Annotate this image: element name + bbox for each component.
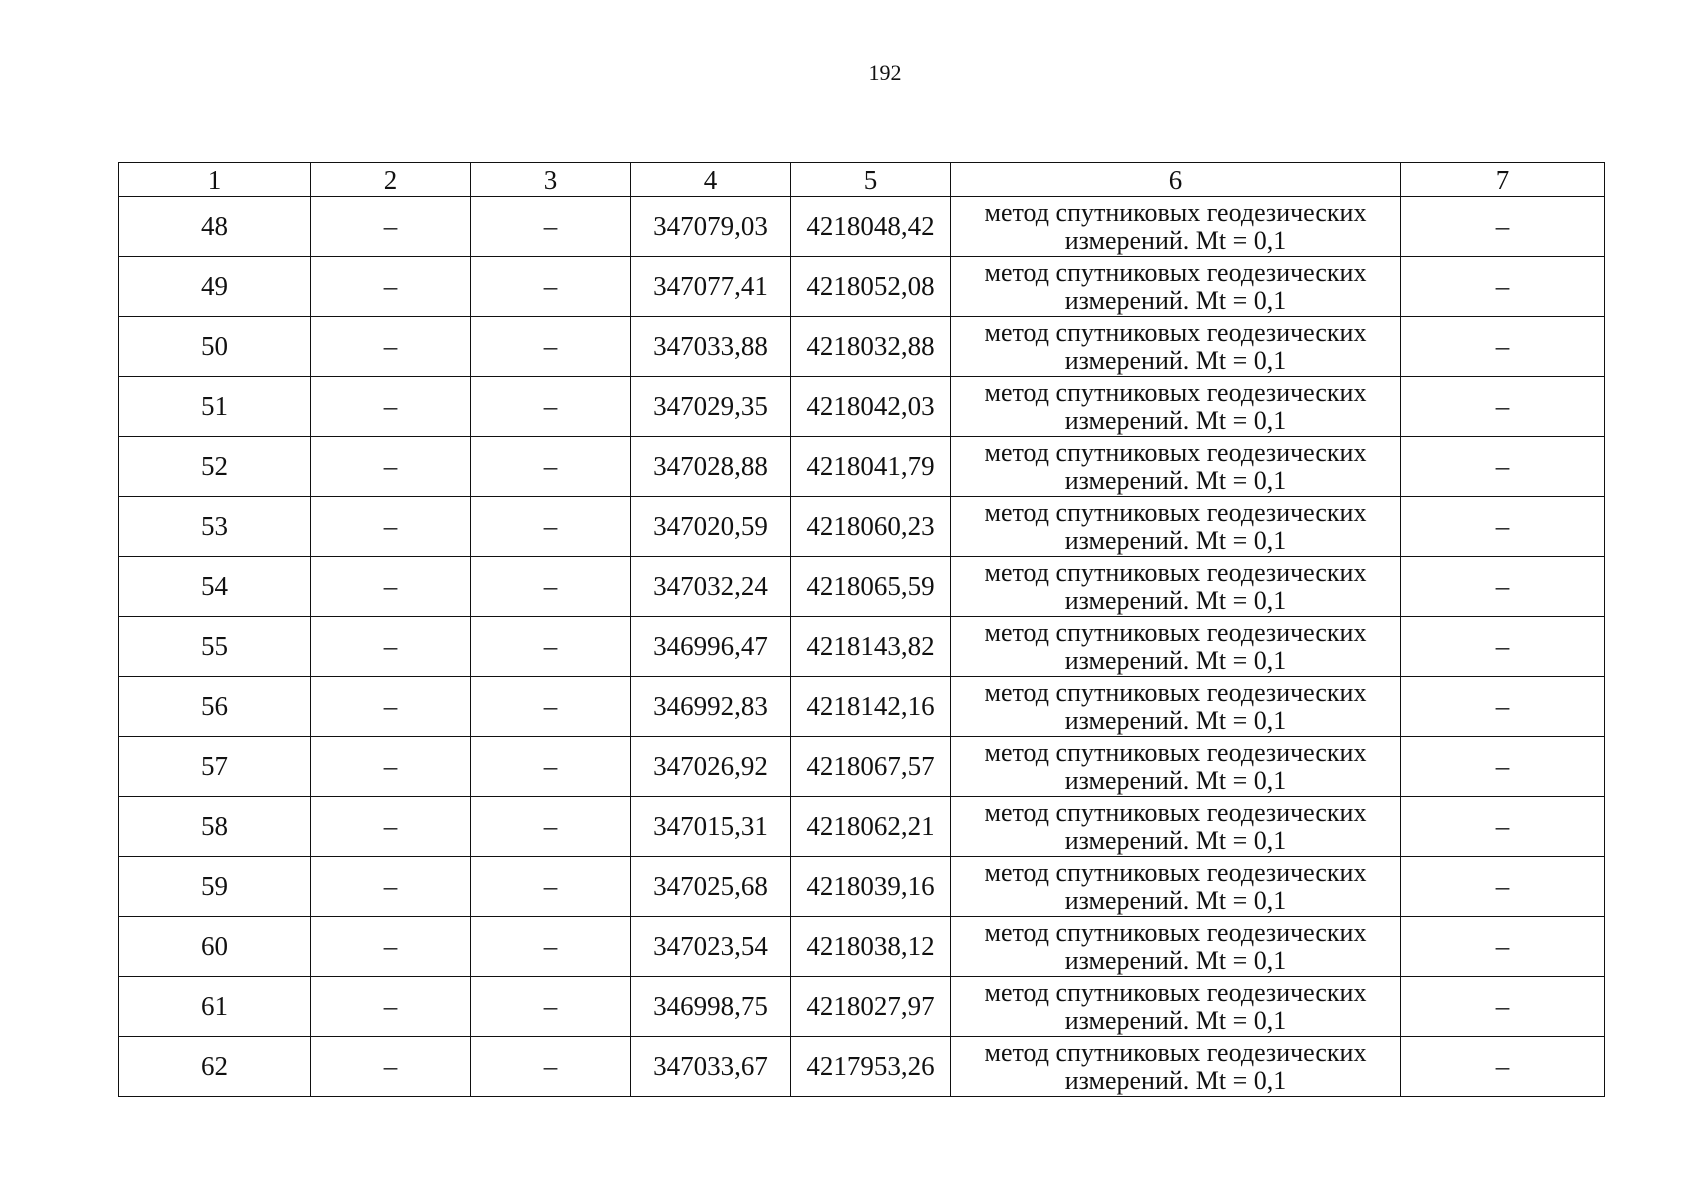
header-col-7: 7 (1401, 163, 1605, 197)
col-7-cell: – (1401, 617, 1605, 677)
table-row (119, 737, 1605, 797)
method-line-2: измерений. Mt = 0,1 (1064, 825, 1287, 855)
table-row (119, 917, 1605, 977)
col-2-cell: – (311, 617, 471, 677)
method-line-2: измерений. Mt = 0,1 (1064, 1065, 1287, 1095)
method-cell (951, 857, 1401, 917)
col-2-cell: – (311, 377, 471, 437)
method-line-1: метод спутниковых геодезических (984, 1037, 1367, 1067)
y-coordinate-cell: 4218065,59 (791, 557, 951, 617)
x-coordinate-cell: 346998,75 (631, 977, 791, 1037)
point-number-cell: 61 (119, 977, 311, 1037)
method-line-2: измерений. Mt = 0,1 (1064, 765, 1287, 795)
col-2-cell: – (311, 557, 471, 617)
x-coordinate-cell: 347029,35 (631, 377, 791, 437)
table-row (119, 797, 1605, 857)
x-coordinate-cell: 347028,88 (631, 437, 791, 497)
point-number-cell: 59 (119, 857, 311, 917)
header-row (119, 163, 1605, 197)
header-col-2: 2 (311, 163, 471, 197)
col-3-cell: – (471, 977, 631, 1037)
col-2-cell: – (311, 857, 471, 917)
y-coordinate-cell: 4218027,97 (791, 977, 951, 1037)
col-3-cell: – (471, 1037, 631, 1097)
y-coordinate-cell: 4218032,88 (791, 317, 951, 377)
col-7-cell: – (1401, 797, 1605, 857)
method-cell (951, 797, 1401, 857)
table-row (119, 377, 1605, 437)
col-7-cell: – (1401, 197, 1605, 257)
col-3-cell: – (471, 497, 631, 557)
x-coordinate-cell: 347079,03 (631, 197, 791, 257)
col-3-cell: – (471, 677, 631, 737)
table-row (119, 677, 1605, 737)
table-row (119, 497, 1605, 557)
col-3-cell: – (471, 917, 631, 977)
y-coordinate-cell: 4218048,42 (791, 197, 951, 257)
col-7-cell: – (1401, 977, 1605, 1037)
x-coordinate-cell: 347015,31 (631, 797, 791, 857)
col-3-cell: – (471, 257, 631, 317)
method-cell (951, 317, 1401, 377)
point-number-cell: 60 (119, 917, 311, 977)
col-2-cell: – (311, 317, 471, 377)
header-col-1: 1 (119, 163, 311, 197)
x-coordinate-cell: 347077,41 (631, 257, 791, 317)
y-coordinate-cell: 4218052,08 (791, 257, 951, 317)
header-col-5: 5 (791, 163, 951, 197)
method-cell (951, 977, 1401, 1037)
method-line-2: измерений. Mt = 0,1 (1064, 945, 1287, 975)
method-line-1: метод спутниковых геодезических (984, 497, 1367, 527)
col-2-cell: – (311, 797, 471, 857)
col-3-cell: – (471, 197, 631, 257)
header-col-4: 4 (631, 163, 791, 197)
method-line-2: измерений. Mt = 0,1 (1064, 465, 1287, 495)
col-7-cell: – (1401, 857, 1605, 917)
method-cell (951, 677, 1401, 737)
point-number-cell: 51 (119, 377, 311, 437)
col-7-cell: – (1401, 557, 1605, 617)
point-number-cell: 57 (119, 737, 311, 797)
col-2-cell: – (311, 677, 471, 737)
table-body (119, 197, 1605, 1097)
method-cell (951, 257, 1401, 317)
method-cell (951, 557, 1401, 617)
col-3-cell: – (471, 857, 631, 917)
col-7-cell: – (1401, 497, 1605, 557)
col-2-cell: – (311, 197, 471, 257)
y-coordinate-cell: 4218042,03 (791, 377, 951, 437)
method-line-2: измерений. Mt = 0,1 (1064, 585, 1287, 615)
y-coordinate-cell: 4218143,82 (791, 617, 951, 677)
col-7-cell: – (1401, 317, 1605, 377)
x-coordinate-cell: 346996,47 (631, 617, 791, 677)
col-3-cell: – (471, 317, 631, 377)
col-7-cell: – (1401, 1037, 1605, 1097)
point-number-cell: 54 (119, 557, 311, 617)
x-coordinate-cell: 347020,59 (631, 497, 791, 557)
y-coordinate-cell: 4218062,21 (791, 797, 951, 857)
y-coordinate-cell: 4218038,12 (791, 917, 951, 977)
table-row (119, 977, 1605, 1037)
coordinates-table (118, 162, 1605, 1097)
table-row (119, 317, 1605, 377)
col-7-cell: – (1401, 377, 1605, 437)
method-line-2: измерений. Mt = 0,1 (1064, 885, 1287, 915)
method-line-1: метод спутниковых геодезических (984, 737, 1367, 767)
col-3-cell: – (471, 797, 631, 857)
method-line-1: метод спутниковых геодезических (984, 377, 1367, 407)
method-line-1: метод спутниковых геодезических (984, 197, 1367, 227)
method-line-2: измерений. Mt = 0,1 (1064, 345, 1287, 375)
method-line-1: метод спутниковых геодезических (984, 917, 1367, 947)
col-7-cell: – (1401, 917, 1605, 977)
y-coordinate-cell: 4218041,79 (791, 437, 951, 497)
method-cell (951, 377, 1401, 437)
method-line-2: измерений. Mt = 0,1 (1064, 1005, 1287, 1035)
table-row (119, 257, 1605, 317)
x-coordinate-cell: 347025,68 (631, 857, 791, 917)
method-line-1: метод спутниковых геодезических (984, 977, 1367, 1007)
table-row (119, 1037, 1605, 1097)
point-number-cell: 53 (119, 497, 311, 557)
col-2-cell: – (311, 1037, 471, 1097)
point-number-cell: 55 (119, 617, 311, 677)
method-line-2: измерений. Mt = 0,1 (1064, 525, 1287, 555)
x-coordinate-cell: 347026,92 (631, 737, 791, 797)
table-header (119, 163, 1605, 197)
x-coordinate-cell: 346992,83 (631, 677, 791, 737)
col-2-cell: – (311, 437, 471, 497)
table-row (119, 617, 1605, 677)
col-2-cell: – (311, 497, 471, 557)
y-coordinate-cell: 4218142,16 (791, 677, 951, 737)
table-row (119, 437, 1605, 497)
x-coordinate-cell: 347032,24 (631, 557, 791, 617)
method-line-1: метод спутниковых геодезических (984, 437, 1367, 467)
col-3-cell: – (471, 377, 631, 437)
col-7-cell: – (1401, 737, 1605, 797)
method-line-1: метод спутниковых геодезических (984, 317, 1367, 347)
method-line-1: метод спутниковых геодезических (984, 257, 1367, 287)
x-coordinate-cell: 347033,88 (631, 317, 791, 377)
method-line-2: измерений. Mt = 0,1 (1064, 645, 1287, 675)
col-2-cell: – (311, 917, 471, 977)
point-number-cell: 58 (119, 797, 311, 857)
col-3-cell: – (471, 557, 631, 617)
method-line-1: метод спутниковых геодезических (984, 557, 1367, 587)
col-7-cell: – (1401, 437, 1605, 497)
y-coordinate-cell: 4218060,23 (791, 497, 951, 557)
point-number-cell: 62 (119, 1037, 311, 1097)
col-3-cell: – (471, 617, 631, 677)
method-line-1: метод спутниковых геодезических (984, 797, 1367, 827)
col-7-cell: – (1401, 257, 1605, 317)
method-cell (951, 917, 1401, 977)
header-col-3: 3 (471, 163, 631, 197)
point-number-cell: 52 (119, 437, 311, 497)
method-line-2: измерений. Mt = 0,1 (1064, 405, 1287, 435)
method-line-1: метод спутниковых геодезических (984, 857, 1367, 887)
point-number-cell: 48 (119, 197, 311, 257)
method-line-1: метод спутниковых геодезических (984, 617, 1367, 647)
method-line-2: измерений. Mt = 0,1 (1064, 225, 1287, 255)
point-number-cell: 49 (119, 257, 311, 317)
col-3-cell: – (471, 737, 631, 797)
method-cell (951, 737, 1401, 797)
method-line-2: измерений. Mt = 0,1 (1064, 285, 1287, 315)
col-7-cell: – (1401, 677, 1605, 737)
y-coordinate-cell: 4218039,16 (791, 857, 951, 917)
method-line-2: измерений. Mt = 0,1 (1064, 705, 1287, 735)
table-row (119, 557, 1605, 617)
method-cell (951, 197, 1401, 257)
method-cell (951, 497, 1401, 557)
col-3-cell: – (471, 437, 631, 497)
x-coordinate-cell: 347023,54 (631, 917, 791, 977)
table-row (119, 197, 1605, 257)
method-cell (951, 1037, 1401, 1097)
y-coordinate-cell: 4217953,26 (791, 1037, 951, 1097)
col-2-cell: – (311, 257, 471, 317)
x-coordinate-cell: 347033,67 (631, 1037, 791, 1097)
y-coordinate-cell: 4218067,57 (791, 737, 951, 797)
point-number-cell: 50 (119, 317, 311, 377)
col-2-cell: – (311, 737, 471, 797)
method-cell (951, 617, 1401, 677)
header-col-6: 6 (951, 163, 1401, 197)
page-number: 192 (868, 60, 902, 85)
table-row (119, 857, 1605, 917)
point-number-cell: 56 (119, 677, 311, 737)
col-2-cell: – (311, 977, 471, 1037)
method-line-1: метод спутниковых геодезических (984, 677, 1367, 707)
method-cell (951, 437, 1401, 497)
coordinates-table-container (118, 162, 1604, 1097)
